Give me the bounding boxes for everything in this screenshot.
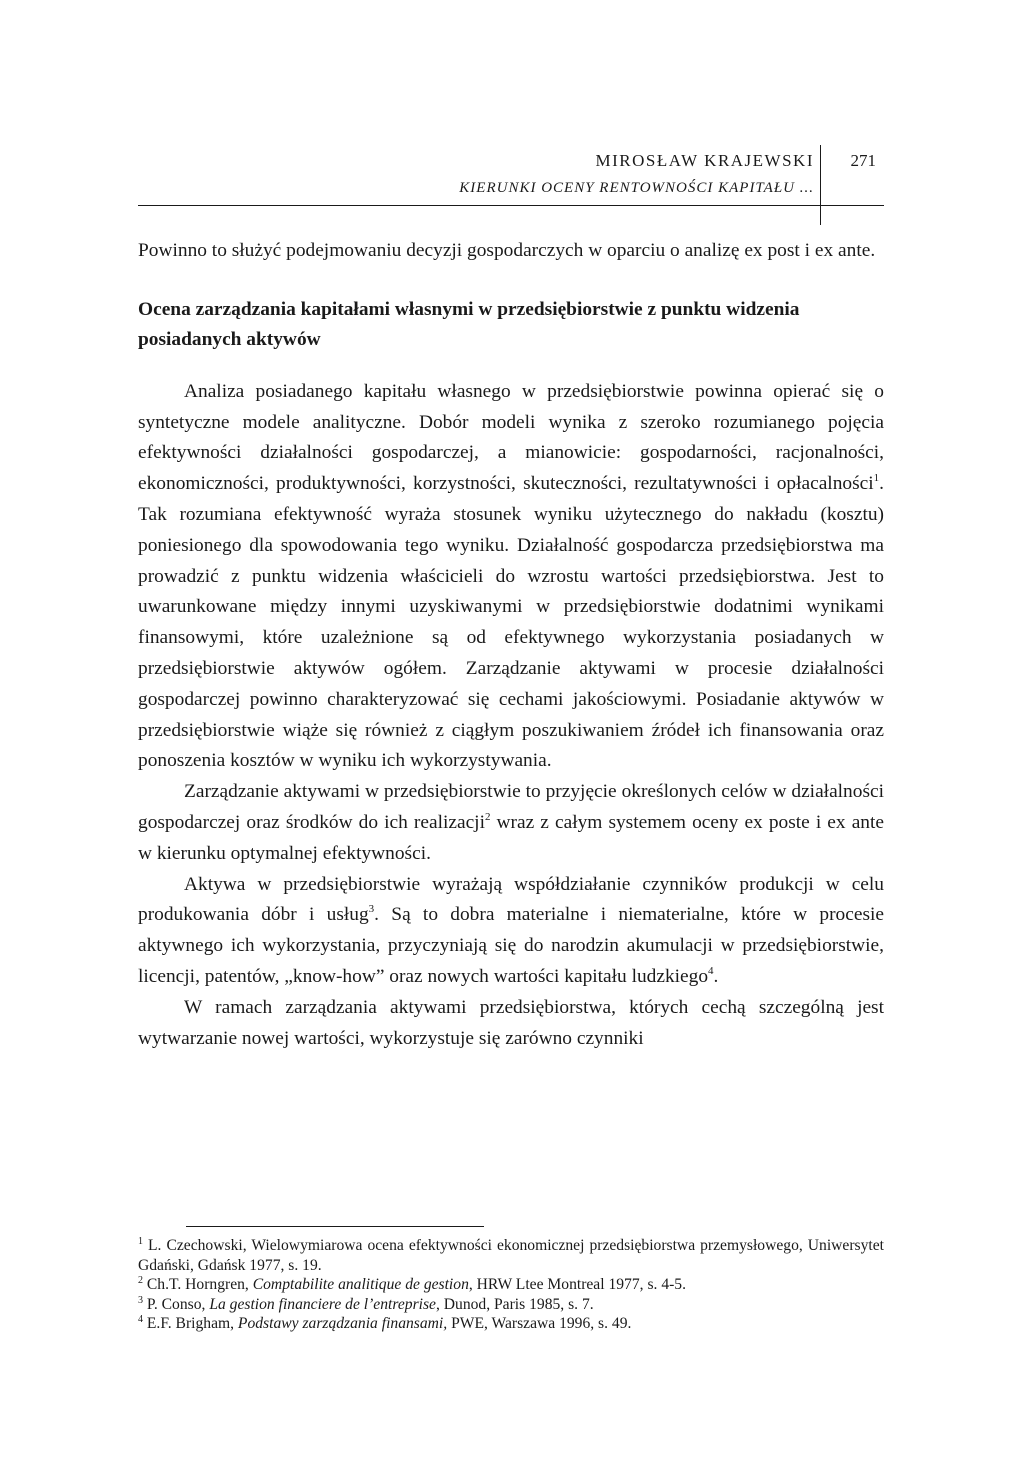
footnote-text-end: , Dunod, Paris 1985, s. 7. xyxy=(435,1295,594,1313)
section-heading: Ocena zarządzania kapitałami własnymi w przedsiębiorstwie z punktu widzenia posiadanych aktywów xyxy=(138,298,800,350)
paragraph-3-text-c: . xyxy=(713,965,719,987)
footnote-title: Podstawy zarządzania finansami, xyxy=(237,1315,448,1333)
paragraph-1-text-a: Analiza posiadanego kapitału własnego w przedsiębiorstwie powinna opierać się o syntetyczne modele analityczne. Dobór modeli wynika z szeroko rozumianego pojęcia efektywności działalności gospodarczej, a mianowicie: gospodarności, racjonalności, ekonomiczności, produktywności, korzystności, skuteczności, rezultatywności i opłacalności xyxy=(138,380,884,495)
footnote-separator xyxy=(186,1226,484,1227)
footnote-item xyxy=(138,1275,884,1295)
paragraph-2 xyxy=(138,777,884,869)
paragraph-3-text-a: Aktywa w przedsiębiorstwie wyrażają współdziałanie czynników produkcji w celu produkowania dóbr i usług xyxy=(138,873,884,926)
footnote-text: Ch.T. Horngren, xyxy=(146,1276,253,1294)
paragraph-3 xyxy=(138,870,884,993)
paragraph-1 xyxy=(138,377,884,777)
footnote-item xyxy=(138,1314,884,1334)
intro-paragraph: Powinno to służyć podejmowaniu decyzji gospodarczych w oparciu o analizę ex post i ex ante. xyxy=(138,240,876,261)
footnote-item xyxy=(138,1295,884,1315)
footnote-title: La gestion financiere de l’entreprise xyxy=(209,1295,436,1313)
footnote-text: E.F. Brigham, xyxy=(146,1315,238,1333)
footnote-title: Comptabilite analitique de gestion xyxy=(252,1276,469,1294)
paragraph-4: W ramach zarządzania aktywami przedsiębiorstwa, których cechą szczególną jest wytwarzanie nowej wartości, wykorzystuje się zarówno czynniki xyxy=(138,996,884,1049)
footnote-item xyxy=(138,1236,884,1275)
paragraph-2-text-b: wraz z całym systemem oceny ex poste i ex ante w kierunku optymalnej efektywności. xyxy=(138,811,884,864)
header-horizontal-rule xyxy=(138,205,884,206)
footnote-ref-3: 3 xyxy=(368,903,375,916)
footnote-text-end: , HRW Ltee Montreal 1977, s. 4-5. xyxy=(468,1276,686,1294)
paragraph-3-text-b: . Są to dobra materialne i niematerialne, które w procesie aktywnego ich wykorzystania, przyczyniają się do narodzin akumulacji w przedsiębiorstwie, licencji, patentów, „know-how” oraz nowych wartości kapitału ludzkiego xyxy=(138,904,885,987)
body-text xyxy=(138,236,884,1054)
footnote-number: 1 xyxy=(138,1236,143,1247)
header-article-title: KIERUNKI OCENY RENTOWNOŚCI KAPITAŁU ... xyxy=(459,180,814,196)
footnotes xyxy=(138,1236,884,1334)
header-author: MIROSŁAW KRAJEWSKI xyxy=(595,151,814,170)
footnote-number: 4 xyxy=(138,1314,143,1326)
footnote-ref-2: 2 xyxy=(484,810,491,823)
footnote-text: L. Czechowski, Wielowymiarowa ocena efektywności ekonomicznej przedsiębiorstwa przemysłowego, Uniwersytet Gdański, Gdańsk 1977, s. 19. xyxy=(138,1237,885,1274)
paragraph-1-text-b: . Tak rozumiana efektywność wyraża stosunek wyniku użytecznego do nakładu (kosztu) poniesionego dla spowodowania tego wyniku. Działalność gospodarcza przedsiębiorstwa ma prowadzić z punktu widzenia właścicieli do wzrostu wartości przedsiębiorstwa. Jest to uwarunkowane między innymi uzyskiwanymi w przedsiębiorstwie dodatnimi wynikami finansowymi, które uzależnione są od efektywnego wykorzystania posiadanych w przedsiębiorstwie aktywów ogółem. Zarządzanie aktywami w procesie działalności gospodarczej powinno charakteryzować się cechami jakościowymi. Posiadanie aktywów w przedsiębiorstwie wiąże się również z ciągłym poszukiwaniem źródeł ich finansowania oraz ponoszenia kosztów w wyniku ich wykorzystywania. xyxy=(138,473,884,772)
running-header xyxy=(138,145,884,209)
paragraph-2-text-a: Zarządzanie aktywami w przedsiębiorstwie to przyjęcie określonych celów w działalności gospodarczej oraz środków do ich realizacji xyxy=(138,781,884,833)
footnote-ref-4: 4 xyxy=(708,964,714,977)
footnote-number: 2 xyxy=(138,1275,143,1287)
footnote-number: 3 xyxy=(138,1294,143,1306)
page-number: 271 xyxy=(850,151,876,170)
footnote-text: P. Conso, xyxy=(146,1295,210,1313)
header-vertical-rule xyxy=(820,145,821,225)
footnote-text-end: PWE, Warszawa 1996, s. 49. xyxy=(447,1315,632,1333)
footnote-ref-1: 1 xyxy=(873,472,880,485)
